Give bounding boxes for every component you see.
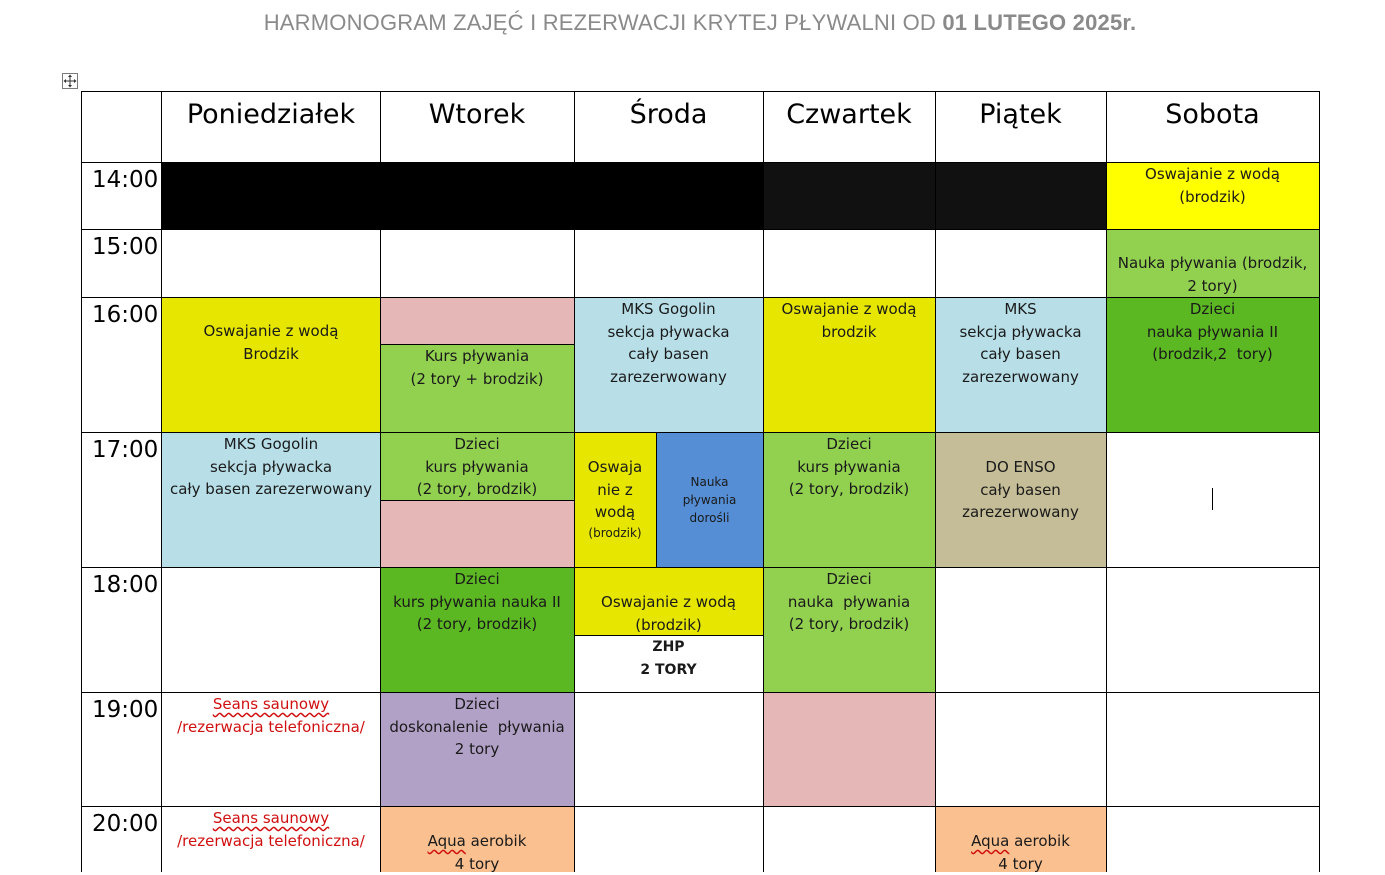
slot-monday-19: Seans saunowy /rezerwacja telefoniczna/ <box>177 695 365 736</box>
time-label: 17:00 <box>92 437 159 463</box>
slot-tuesday-16: Kurs pływania (2 tory + brodzik) <box>380 344 574 432</box>
slot-thursday-18: Dzieci nauka pływania (2 tory, brodzik) <box>763 567 935 692</box>
slot-monday-16: Oswajanie z wodą Brodzik <box>162 297 380 432</box>
grid-line <box>1319 91 1320 872</box>
grid-line <box>81 297 1320 298</box>
slot-tuesday-17-reserved <box>380 500 574 567</box>
slot-tuesday-16-reserved <box>380 297 574 344</box>
grid-line <box>574 91 575 872</box>
slot-thursday-16: Oswajanie z wodą brodzik <box>763 297 935 432</box>
grid-line <box>1106 91 1107 872</box>
slot-tuesday-20: Aqua aerobik 4 tory <box>380 806 574 872</box>
grid-line <box>81 91 1320 92</box>
time-label: 20:00 <box>92 811 159 837</box>
time-label: 19:00 <box>92 697 159 723</box>
header-day-thursday: Czwartek <box>786 99 912 130</box>
header-day-wednesday: Środa <box>629 99 708 130</box>
time-label: 15:00 <box>92 234 159 260</box>
grid-line <box>380 500 574 501</box>
header-day-friday: Piątek <box>979 99 1062 130</box>
grid-line <box>81 91 82 872</box>
slot-saturday-15: Nauka pływania (brodzik, 2 tory) <box>1106 229 1319 297</box>
slot-friday-16: MKS sekcja pływacka cały basen zarezerwowany <box>935 297 1106 432</box>
slot-tuesday-18: Dzieci kurs pływania nauka II (2 tory, brodzik) <box>380 567 574 692</box>
slot-wednesday-18: Oswajanie z wodą (brodzik) <box>574 567 763 635</box>
grid-line <box>81 432 1320 433</box>
grid-line <box>380 91 381 872</box>
grid-line <box>81 229 1320 230</box>
header-day-monday: Poniedziałek <box>186 99 356 130</box>
slot-tuesday-19: Dzieci doskonalenie pływania 2 tory <box>380 692 574 806</box>
grid-line <box>81 806 1320 807</box>
page-title: HARMONOGRAM ZAJĘĆ I REZERWACJI KRYTEJ PŁYWALNI OD 01 LUTEGO 2025r. <box>263 10 1137 35</box>
slot-monday-17: MKS Gogolin sekcja pływacka cały basen zarezerwowany <box>162 432 380 567</box>
header-day-tuesday: Wtorek <box>428 99 526 130</box>
grid-line <box>380 344 574 345</box>
grid-line <box>81 567 1320 568</box>
slot-thursday-17: Dzieci kurs pływania (2 tory, brodzik) <box>763 432 935 567</box>
text-cursor <box>1212 488 1213 510</box>
slot-friday-20: Aqua aerobik 4 tory <box>935 806 1106 872</box>
grid-line <box>935 91 936 872</box>
slot-wednesday-18-zhp: ZHP 2 TORY <box>574 635 763 692</box>
grid-line <box>656 432 657 567</box>
slot-wednesday-17-b: Nauka pływania dorośli <box>656 432 763 567</box>
grid-line <box>81 162 1320 163</box>
slot-wednesday-17-a: Oswaja nie z wodą (brodzik) <box>574 432 656 567</box>
slot-monday-20: Seans saunowy /rezerwacja telefoniczna/ <box>177 809 365 850</box>
time-label: 18:00 <box>92 572 159 598</box>
slot-tuesday-17: Dzieci kurs pływania (2 tory, brodzik) <box>380 432 574 500</box>
slot-wednesday-16: MKS Gogolin sekcja pływacka cały basen zarezerwowany <box>574 297 763 432</box>
grid-line <box>81 692 1320 693</box>
time-label: 14:00 <box>92 167 159 193</box>
slot-saturday-14: Oswajanie z wodą (brodzik) <box>1106 162 1319 229</box>
table-move-handle-icon[interactable] <box>62 73 78 89</box>
blocked-slot-14 <box>162 162 763 229</box>
grid-line <box>763 91 764 872</box>
slot-thursday-19-reserved <box>763 692 935 806</box>
slot-friday-17: DO ENSO cały basen zarezerwowany <box>935 432 1106 567</box>
grid-line <box>161 91 162 872</box>
grid-line <box>574 635 763 636</box>
slot-saturday-16: Dzieci nauka pływania II (brodzik,2 tory) <box>1106 297 1319 432</box>
time-label: 16:00 <box>92 302 159 328</box>
header-day-saturday: Sobota <box>1165 99 1260 130</box>
